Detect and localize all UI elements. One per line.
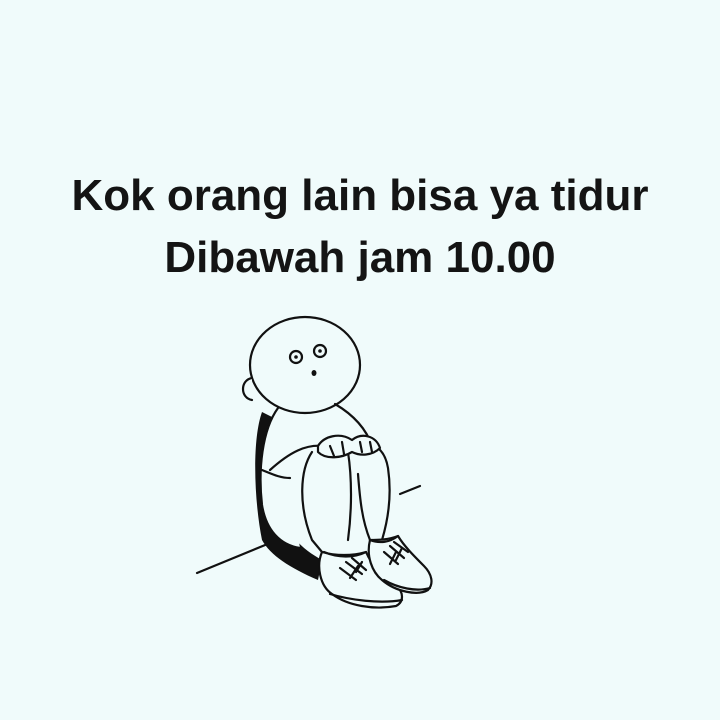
head <box>250 317 360 413</box>
left-leg <box>302 452 322 552</box>
caption-line-2: Dibawah jam 10.00 <box>164 233 556 282</box>
sad-kid-illustration <box>180 310 440 630</box>
mouth <box>312 370 317 376</box>
caption-line-1: Kok orang lain bisa ya tidur <box>71 171 649 220</box>
floor-line <box>197 543 270 573</box>
ear <box>243 378 252 400</box>
right-leg <box>350 443 390 540</box>
meme-caption <box>0 165 720 289</box>
wall-line <box>400 486 420 494</box>
